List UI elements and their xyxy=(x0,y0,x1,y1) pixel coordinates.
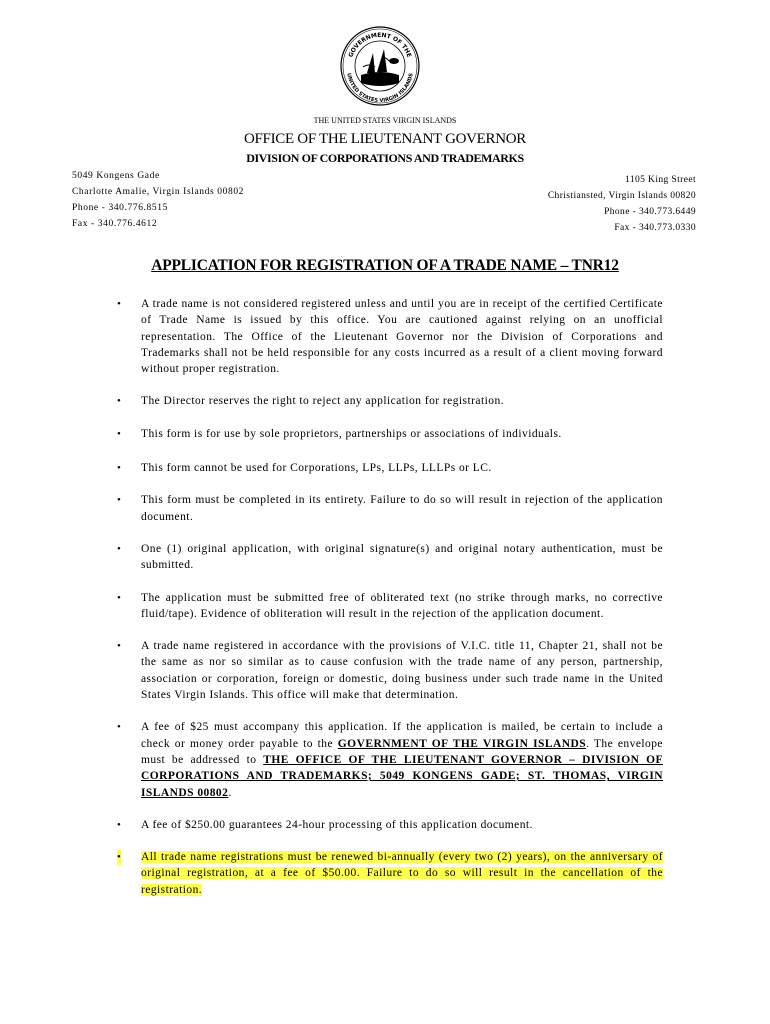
list-item: • This form is for use by sole proprietors, partnerships or associations of individuals. xyxy=(117,426,663,442)
address-street: 5049 Kongens Gade xyxy=(72,171,160,181)
division-title: DIVISION OF CORPORATIONS AND TRADEMARKS xyxy=(246,151,524,165)
government-seal-icon xyxy=(339,23,421,109)
address-st-thomas xyxy=(72,168,244,232)
address-st-croix xyxy=(548,172,696,236)
renewal-list-item xyxy=(117,849,663,898)
list-item: • This form must be completed in its entirety. Failure to do so will result in rejection of the application document. xyxy=(117,494,663,523)
address-city: Christiansted, Virgin Islands 00820 xyxy=(547,191,696,201)
fee-list-item: • A fee of $25 must accompany this application. If the application is mailed, be certain to include a check or money order payable to the GOVERNMENT OF THE VIRGIN ISLANDS. The envelope must be addressed to THE OFFICE OF THE LIEUTENANT GOVERNOR – DIVISION OF CORPORATIONS AND TRADEMARKS; 5049 KONGENS GADE; ST. THOMAS, VIRGIN ISLANDS 00802. xyxy=(117,721,663,799)
address-fax: Fax - 340.773.0330 xyxy=(614,223,696,233)
office-title: OFFICE OF THE LIEUTENANT GOVERNOR xyxy=(243,131,527,147)
bullet-icon: • xyxy=(117,298,122,310)
address-phone: Phone - 340.773.6449 xyxy=(604,207,696,217)
mailing-address: THE OFFICE OF THE LIEUTENANT GOVERNOR – DIVISION OF CORPORATIONS AND TRADEMARKS; 5049 KONGENS GADE; ST. THOMAS, VIRGIN ISLANDS 00802 xyxy=(141,753,663,799)
jurisdiction-line: THE UNITED STATES VIRGIN ISLANDS xyxy=(313,116,457,125)
application-title: APPLICATION FOR REGISTRATION OF A TRADE NAME – TNR12 xyxy=(151,257,619,274)
list-item: • A trade name is not considered registered unless and until you are in receipt of the certified Certificate of Trade Name is issued by this office. You are cautioned against relying on an unofficial representation. The Office of the Lieutenant Governor nor the Division of Corporations and Trademarks shall not be held responsible for any costs incurred as a result of a client moving forward without proper registration. xyxy=(117,298,663,376)
bullet-icon: • xyxy=(117,395,122,408)
list-item: • The Director reserves the right to reject any application for registration. xyxy=(117,393,663,409)
bullet-icon: • xyxy=(117,462,122,475)
payee-name: GOVERNMENT OF THE VIRGIN ISLANDS xyxy=(337,737,587,750)
list-item: • A trade name registered in accordance with the provisions of V.I.C. title 11, Chapter 21, shall not be the same as nor so similar as to cause confusion with the trade name of any person, partnership, association or corporation, foreign or domestic, doing business under such trade name in the United States Virgin Islands. This office will make that determination. xyxy=(117,640,663,702)
address-fax: Fax - 340.776.4612 xyxy=(72,219,158,229)
seal-text-top: GOVERNMENT OF THE xyxy=(347,31,413,59)
seal-text-bottom: UNITED STATES VIRGIN ISLANDS xyxy=(345,72,415,105)
instructions-list xyxy=(117,296,663,898)
bullet-icon: • xyxy=(117,494,122,507)
bullet-icon: • xyxy=(117,818,122,831)
address-city: Charlotte Amalie, Virgin Islands 00802 xyxy=(72,187,245,197)
bullet-icon: • xyxy=(117,591,122,604)
bullet-icon: • xyxy=(117,427,122,440)
list-item: • One (1) original application, with original signature(s) and original notary authentication, must be submitted. xyxy=(117,542,663,572)
list-item: • A fee of $250.00 guarantees 24-hour processing of this application document. xyxy=(117,817,663,833)
highlighted-renewal-text: All trade name registrations must be renewed bi-annually (every two (2) years), on the anniversary of original registration, at a fee of $50.00. Failure to do so will result in the cancellation of the registration. xyxy=(141,851,663,896)
list-item: • The application must be submitted free of obliterated text (no strike through marks, no corrective fluid/tape). Evidence of obliteration will result in the rejection of the application document. xyxy=(117,591,663,620)
address-phone: Phone - 340.776.8515 xyxy=(72,203,168,213)
address-street: 1105 King Street xyxy=(625,175,696,185)
list-item: • This form cannot be used for Corporations, LPs, LLPs, LLLPs or LC. xyxy=(117,460,663,476)
bullet-icon: • xyxy=(117,721,122,734)
bullet-icon: • xyxy=(117,849,121,865)
bullet-icon: • xyxy=(117,542,122,555)
bullet-icon: • xyxy=(117,640,122,653)
